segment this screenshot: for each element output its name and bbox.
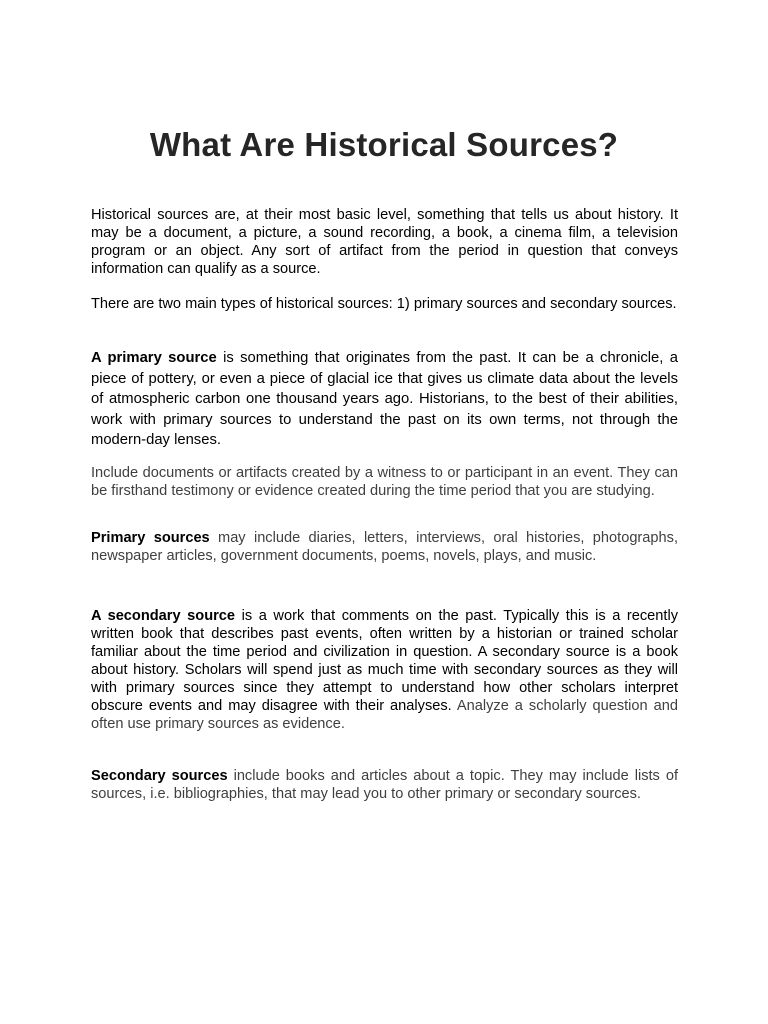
primary-source-term: A primary source xyxy=(91,350,217,366)
intro-paragraph: Historical sources are, at their most basic level, something that tells us about history. It may be a document, a picture, a sound recording, a book, a cinema film, a television program or an object. Any sort of artifact from the period in question that conveys information can qualify as a source. xyxy=(91,207,678,277)
secondary-sources-term: Secondary sources xyxy=(91,768,228,784)
primary-sources-list: may include diaries, letters, interviews, oral histories, photographs, newspaper articles, government documents, poems, novels, plays, and music. xyxy=(91,530,678,564)
secondary-source-term: A secondary source xyxy=(91,608,236,624)
primary-source-paragraph xyxy=(91,348,678,451)
primary-sources-term: Primary sources xyxy=(91,530,210,546)
page-title: What Are Historical Sources? xyxy=(149,126,619,163)
primary-source-note: Include documents or artifacts created by a witness to or participant in an event. They can be firsthand testimony or evidence created during the time period that you are studying. xyxy=(91,465,678,499)
secondary-source-definition: is a work that comments on the past. Typically this is a recently written book that describes past events, often written by a historian or trained scholar familiar about the time period and civilization in question. A secondary source is a book about history. Scholars will spend just as much time with secondary sources as they will with primary sources since they attempt to understand how other scholars interpret obscure events and may disagree with their analyses. xyxy=(91,608,679,714)
types-paragraph: There are two main types of historical sources: 1) primary sources and secondary sources. xyxy=(91,296,677,312)
secondary-sources-examples xyxy=(91,767,678,803)
secondary-source-note: Analyze a scholarly question and often use primary sources as evidence. xyxy=(91,698,678,732)
secondary-sources-list: include books and articles about a topic. They may include lists of sources, i.e. bibliographies, that may lead you to other primary or secondary sources. xyxy=(91,768,678,802)
primary-sources-examples xyxy=(91,529,678,565)
secondary-source-paragraph xyxy=(91,607,678,733)
primary-source-definition: is something that originates from the past. It can be a chronicle, a piece of pottery, or even a piece of glacial ice that gives us climate data about the levels of atmospheric carbon one thousand years ago. Historians, to the best of their abilities, work with primary sources to understand the past on its own terms, not through the modern-day lenses. xyxy=(91,350,678,448)
